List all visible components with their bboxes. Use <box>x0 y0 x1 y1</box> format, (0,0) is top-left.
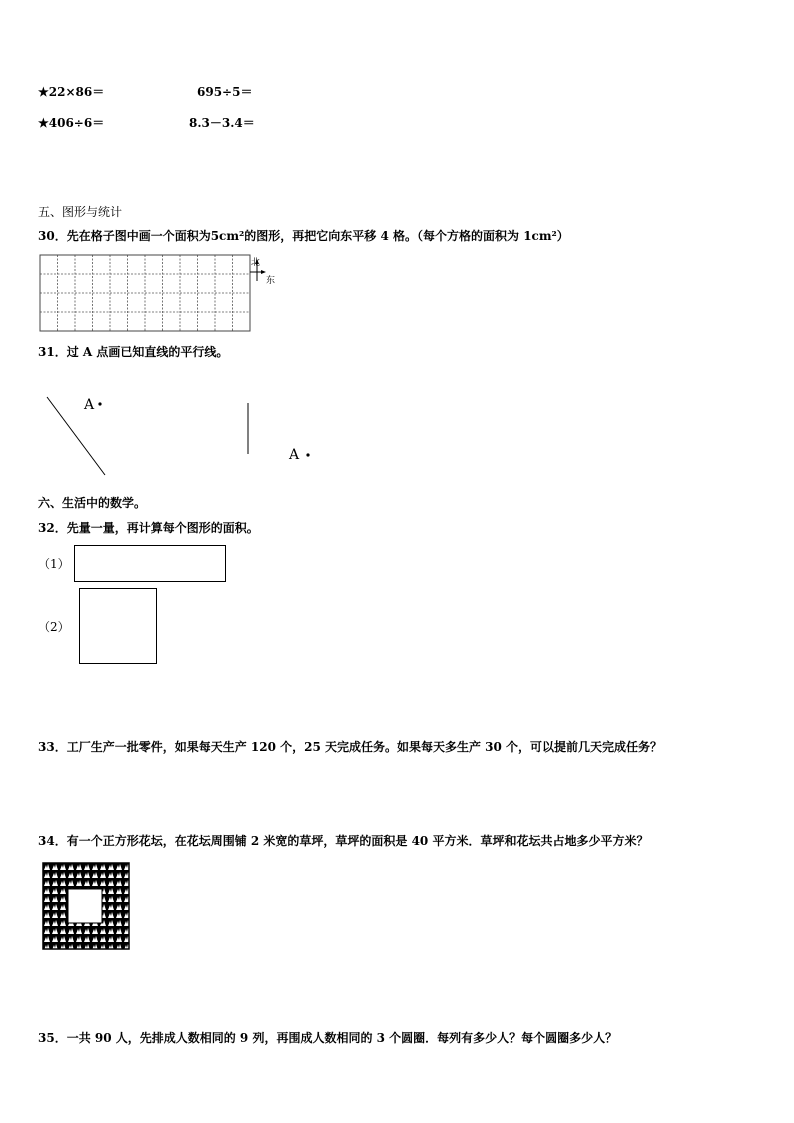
calc-item-3: ★406÷6＝ <box>38 116 105 130</box>
given-line-1 <box>47 397 105 475</box>
question-35: 35．一共 90 人，先排成人数相同的 9 列，再围成人数相同的 3 个圆圈．每列有多少人？每个圆圈多少人？ <box>38 1031 618 1045</box>
section-title-6: 六、生活中的数学。 <box>38 496 147 510</box>
calc-item-1: ★22×86＝ <box>38 85 105 99</box>
calc-item-2: 695÷5＝ <box>197 85 253 99</box>
question-31: 31．过 A 点画已知直线的平行线。 <box>38 345 229 359</box>
question-30: 30．先在格子图中画一个面积为5cm²的图形，再把它向东平移 4 格。（每个方格的面积为 1cm²） <box>38 229 569 243</box>
section-title-5: 五、图形与统计 <box>38 205 123 219</box>
q32-label-1: （1） <box>38 557 70 571</box>
point-a-1[interactable] <box>98 402 101 405</box>
compass-east-label: 东 <box>266 276 276 286</box>
question-34: 34．有一个正方形花坛，在花坛周围铺 2 米宽的草坪，草坪的面积是 40 平方米．草坪和花坛共占地多少平方米？ <box>38 834 649 848</box>
q34-flowerbed-figure <box>43 863 131 951</box>
calc-item-4: 8.3－3.4＝ <box>189 116 255 130</box>
compass-north-label: 北 <box>251 258 261 268</box>
question-33: 33．工厂生产一批零件，如果每天生产 120 个，25 天完成任务。如果每天多生产 30 个，可以提前几天完成任务？ <box>38 740 663 754</box>
flowerbed-area <box>68 889 102 923</box>
q32-rectangle <box>74 545 226 582</box>
q32-label-2: （2） <box>38 620 70 634</box>
question-32: 32．先量一量，再计算每个图形的面积。 <box>38 521 259 535</box>
point-label-a-1: A <box>84 397 95 413</box>
point-a-2[interactable] <box>306 453 309 456</box>
q32-square <box>79 588 157 664</box>
point-label-a-2: A <box>289 447 300 463</box>
